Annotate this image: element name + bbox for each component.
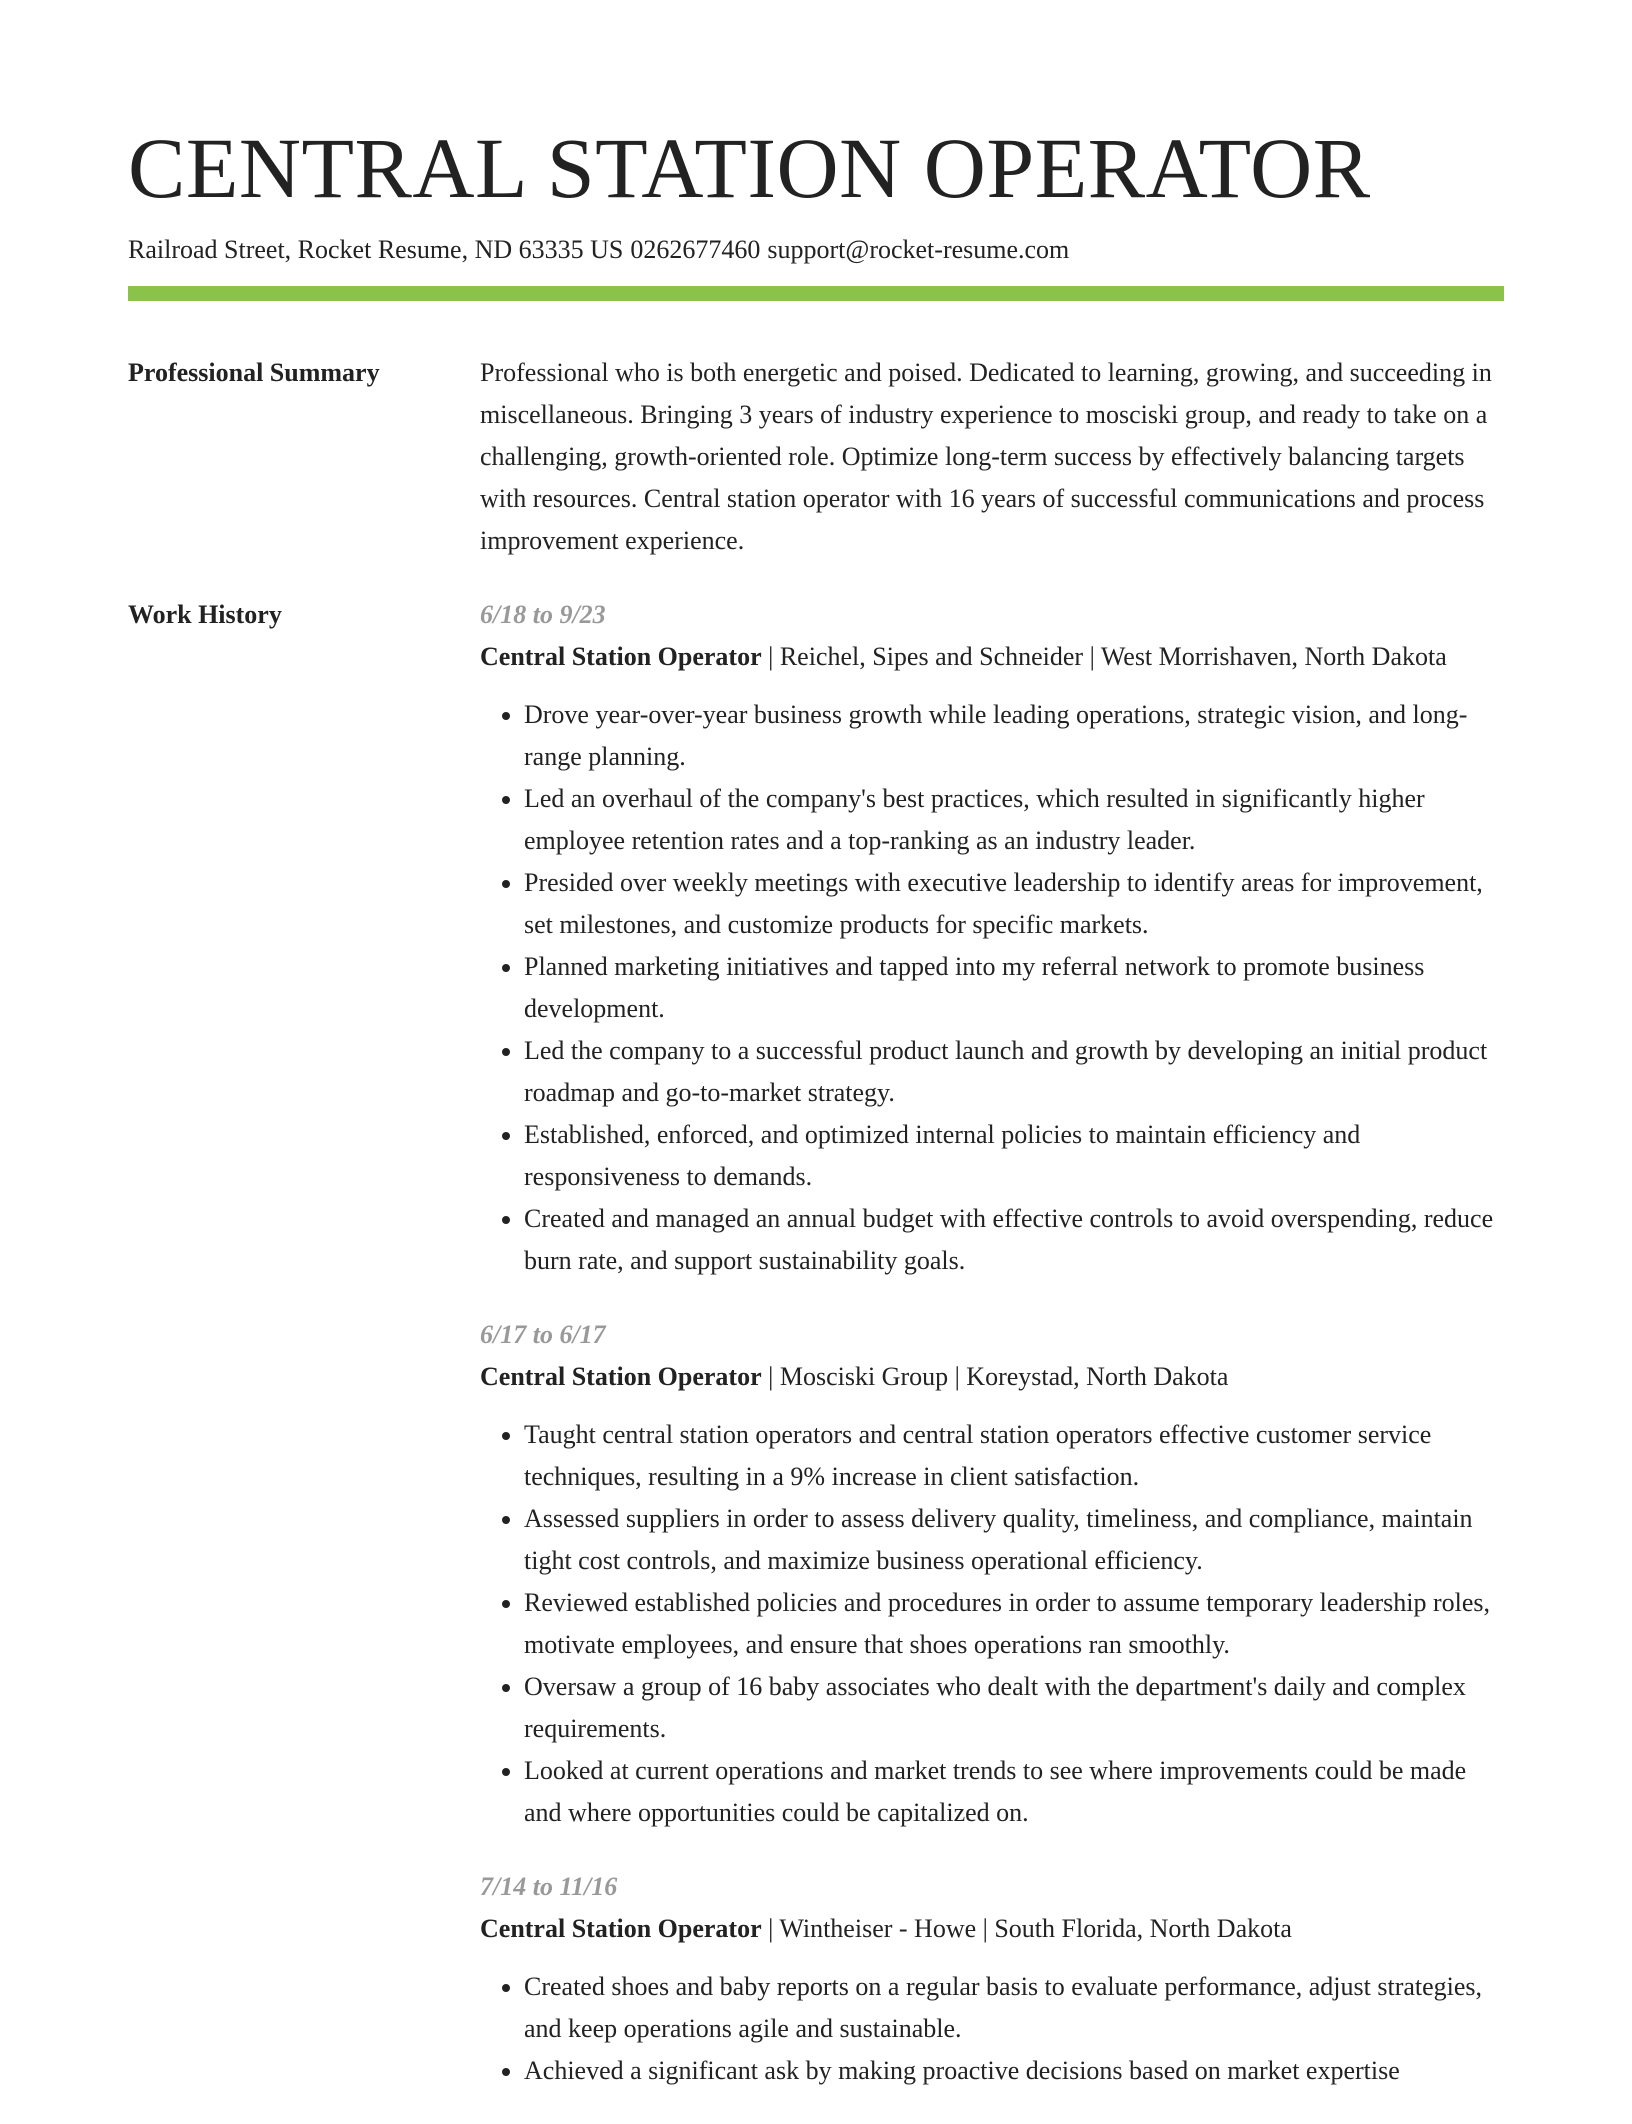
contact-phone: 0262677460	[630, 235, 761, 264]
job-bullet: • Assessed suppliers in order to assess delivery quality, timeliness, and compliance, maintain tight cost controls, and maximize business operational efficiency.	[524, 1498, 1504, 1582]
section-title-summary: Professional Summary	[128, 358, 380, 387]
work-history-body	[480, 594, 1504, 2124]
job-bullet: • Taught central station operators and central station operators effective customer service techniques, resulting in a 9% increase in client satisfaction.	[524, 1414, 1504, 1498]
job-bullet: • Led an overhaul of the company's best practices, which resulted in significantly higher employee retention rates and a top-ranking as an industry leader.	[524, 778, 1504, 862]
summary-text: Professional who is both energetic and poised. Dedicated to learning, growing, and succeeding in miscellaneous. Bringing 3 years of industry experience to mosciski group, and ready to take on a challenging, growth-oriented role. Optimize long-term success by effectively balancing targets with resources. Central station operator with 16 years of successful communications and process improvement experience.	[480, 358, 1492, 555]
job-heading	[480, 636, 1504, 678]
job-entry	[480, 1314, 1504, 1834]
job-bullet-list	[480, 1414, 1504, 1834]
job-heading	[480, 1356, 1504, 1398]
job-bullet: • Established, enforced, and optimized internal policies to maintain efficiency and responsiveness to demands.	[524, 1114, 1504, 1198]
job-bullet: • Presided over weekly meetings with executive leadership to identify areas for improvement, set milestones, and customize products for specific markets.	[524, 862, 1504, 946]
contact-email: support@rocket-resume.com	[767, 235, 1070, 264]
job-title: Central Station Operator	[480, 1362, 762, 1391]
job-company-location: | Wintheiser - Howe | South Florida, North Dakota	[761, 1914, 1292, 1943]
job-bullet: • Looked at current operations and market trends to see where improvements could be made and where opportunities could be capitalized on.	[524, 1750, 1504, 1834]
job-bullet-list	[480, 694, 1504, 1282]
header-divider	[128, 286, 1504, 301]
job-title: Central Station Operator	[480, 1914, 762, 1943]
job-dates: 7/14 to 11/16	[480, 1872, 618, 1901]
job-bullet: • Planned marketing initiatives and tapped into my referral network to promote business development.	[524, 946, 1504, 1030]
job-company-location: | Reichel, Sipes and Schneider | West Morrishaven, North Dakota	[761, 642, 1447, 671]
contact-line	[128, 232, 1069, 268]
job-entry	[480, 594, 1504, 1282]
job-bullet-list	[480, 1966, 1504, 2092]
resume-name: CENTRAL STATION OPERATOR	[128, 120, 1371, 216]
job-bullet: • Achieved a significant ask by making proactive decisions based on market expertise	[524, 2050, 1504, 2092]
job-bullet: • Drove year-over-year business growth while leading operations, strategic vision, and long-range planning.	[524, 694, 1504, 778]
contact-address: Railroad Street, Rocket Resume, ND 63335 US	[128, 235, 624, 264]
job-dates: 6/18 to 9/23	[480, 600, 606, 629]
job-title: Central Station Operator	[480, 642, 762, 671]
job-bullet: • Led the company to a successful product launch and growth by developing an initial product roadmap and go-to-market strategy.	[524, 1030, 1504, 1114]
section-title-work-history: Work History	[128, 600, 282, 629]
job-dates: 6/17 to 6/17	[480, 1320, 606, 1349]
job-entry	[480, 1866, 1504, 2092]
job-company-location: | Mosciski Group | Koreystad, North Dakota	[761, 1362, 1229, 1391]
job-bullet: • Created shoes and baby reports on a regular basis to evaluate performance, adjust strategies, and keep operations agile and sustainable.	[524, 1966, 1504, 2050]
job-bullet: • Created and managed an annual budget with effective controls to avoid overspending, reduce burn rate, and support sustainability goals.	[524, 1198, 1504, 1282]
job-bullet: • Reviewed established policies and procedures in order to assume temporary leadership roles, motivate employees, and ensure that shoes operations ran smoothly.	[524, 1582, 1504, 1666]
job-heading	[480, 1908, 1504, 1950]
summary-body	[480, 352, 1504, 562]
job-bullet: • Oversaw a group of 16 baby associates who dealt with the department's daily and complex requirements.	[524, 1666, 1504, 1750]
